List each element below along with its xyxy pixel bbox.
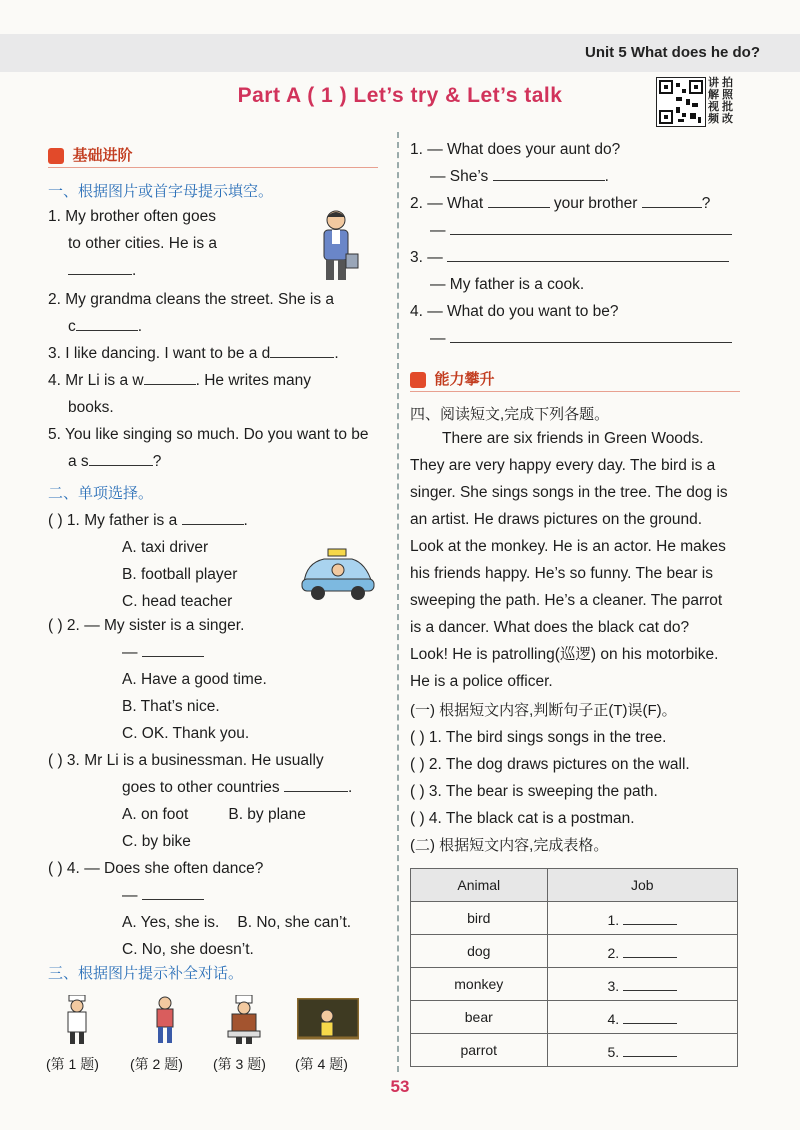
- q2-4-option-b[interactable]: B. No, she can’t.: [237, 914, 352, 931]
- tf-heading: (一) 根据短文内容,判断句子正(T)误(F)。: [410, 702, 677, 719]
- q2-item-3: ( ) 3. Mr Li is a businessman. He usually: [48, 752, 324, 769]
- q3-heading: 三、根据图片提示补全对话。: [48, 965, 244, 982]
- q1-blank-5[interactable]: [89, 449, 153, 466]
- q1-item-5: 5. You like singing so much. Do you want to be: [48, 426, 369, 443]
- q1-list-b: 2. My grandma cleans the street. She is a c . 3. I like dancing. I want to be a d . 4. Mr Li is a w . He writes many books. 5. You like singing so much. Do you want to be a s ?: [48, 286, 388, 475]
- dialog-1-question: 1. — What does your aunt do?: [410, 141, 621, 158]
- section-ability-title: 能力攀升: [434, 371, 495, 388]
- dialog-2-blank-a[interactable]: [488, 191, 550, 208]
- q1-item-1b: to other cities. He is a: [68, 235, 218, 252]
- taxi-picture: [298, 545, 378, 606]
- q3-pic-label-2: (第 2 题): [130, 1056, 183, 1072]
- q2-4-option-a[interactable]: A. Yes, she is.: [122, 914, 220, 931]
- q1-heading: 一、根据图片或首字母提示填空。: [48, 183, 274, 200]
- dialog-2-blank-b[interactable]: [642, 191, 702, 208]
- table-header-job: Job: [547, 869, 737, 902]
- section-ability: [410, 368, 740, 394]
- q3-picture-4: [297, 998, 359, 1047]
- page-number: 53: [390, 1077, 410, 1096]
- dialog-1-blank[interactable]: [493, 164, 605, 181]
- table-header-animal: Animal: [411, 869, 548, 902]
- true-false-section: [410, 697, 750, 859]
- dialog-2-answer[interactable]: [450, 218, 732, 235]
- page-title: Part A ( 1 ) Let’s try & Let’s talk: [237, 84, 563, 107]
- q3-picture-3: [222, 995, 266, 1050]
- q2-3-option-b[interactable]: B. by plane: [228, 806, 306, 823]
- q2-1-option-b[interactable]: B. football player: [122, 566, 238, 583]
- dialog-3-question[interactable]: [447, 245, 729, 262]
- q1-item-1: 1. My brother often goes: [48, 208, 217, 225]
- table-row: dog 2.: [411, 935, 738, 968]
- q2-item-2: ( ) 2. — My sister is a singer.: [48, 617, 245, 634]
- q3-picture-1: [60, 995, 94, 1050]
- q3-picture-2: [150, 995, 180, 1050]
- q1-blank-4[interactable]: [144, 368, 196, 385]
- job-blank-4[interactable]: [623, 1007, 677, 1024]
- job-blank-5[interactable]: [623, 1040, 677, 1057]
- tf-item-4[interactable]: ( ) 4. The black cat is a postman.: [410, 810, 635, 827]
- qr-caption: 讲 拍 解 照 视 批 频 改: [708, 77, 734, 125]
- column-divider: [397, 132, 399, 1072]
- q2-1-option-c[interactable]: C. head teacher: [122, 593, 233, 610]
- q3-pic-label-3: (第 3 题): [213, 1056, 266, 1072]
- job-blank-1[interactable]: [623, 908, 677, 925]
- rocket-icon: [410, 372, 426, 388]
- q2-2-option-b[interactable]: B. That’s nice.: [122, 698, 220, 715]
- table-row: bird 1.: [411, 902, 738, 935]
- q4-heading: 四、阅读短文,完成下列各题。: [410, 406, 610, 423]
- dialog-section: 1. — What does your aunt do? — She’s . 2. — What your brother ? — 3. — — My father is a cook. 4. — What do you want to be? —: [410, 136, 750, 352]
- tf-item-2[interactable]: ( ) 2. The dog draws pictures on the wall.: [410, 756, 690, 773]
- qr-code-icon[interactable]: [656, 77, 706, 127]
- q2-blank-3[interactable]: [284, 775, 348, 792]
- q1-blank-1[interactable]: [68, 258, 132, 275]
- section-basic: [48, 144, 378, 170]
- reading-passage: There are six friends in Green Woods. They are very happy every day. The bird is a singer. She sings songs in the tree. The dog is an artist. He draws pictures on the ground. Look at the monkey. He is an actor. He makes his friends happy. He’s so funny. The bear is sweeping the path. He’s a cleaner. The parrot is a dancer. What does the black cat do? Look! He is patrolling(巡逻) on his motorbike. He is a police officer.: [410, 430, 728, 690]
- q3-pic-label-4: (第 4 题): [295, 1056, 348, 1072]
- job-blank-3[interactable]: [623, 974, 677, 991]
- dialog-4-answer[interactable]: [450, 326, 732, 343]
- table-row: monkey 3.: [411, 968, 738, 1001]
- q2-heading: 二、单项选择。: [48, 485, 154, 502]
- q1-list: 1. My brother often goes to other cities. He is a .: [48, 203, 348, 284]
- table-row: parrot 5.: [411, 1034, 738, 1067]
- dialog-4-question: 4. — What do you want to be?: [410, 303, 619, 320]
- q1-blank-2[interactable]: [76, 314, 138, 331]
- tf-item-1[interactable]: ( ) 1. The bird sings songs in the tree.: [410, 729, 667, 746]
- q2-4-option-c[interactable]: C. No, she doesn’t.: [122, 941, 254, 958]
- section-basic-title: 基础进阶: [72, 147, 133, 164]
- q2-list-b: ( ) 2. — My sister is a singer. — A. Have a good time. B. That’s nice. C. OK. Thank you. ( ) 3. Mr Li is a businessman. He usually goes to other countries . A. on foot B. by plane C. by bike ( ) 4. — Does she often dance? — A. Yes, she is. B. No, she can’t. C. No, she doesn’t.: [48, 612, 393, 963]
- dialog-3-answer: — My father is a cook.: [430, 276, 585, 293]
- q2-3-option-a[interactable]: A. on foot: [122, 806, 189, 823]
- businessman-picture: [312, 208, 362, 289]
- q3-pic-label-1: (第 1 题): [46, 1056, 99, 1072]
- tf-item-3[interactable]: ( ) 3. The bear is sweeping the path.: [410, 783, 658, 800]
- q1-item-2: 2. My grandma cleans the street. She is a: [48, 291, 335, 308]
- q2-1-option-a[interactable]: A. taxi driver: [122, 539, 209, 556]
- q2-2-option-a[interactable]: A. Have a good time.: [122, 671, 267, 688]
- q1-blank-3[interactable]: [270, 341, 334, 358]
- job-table: [410, 868, 738, 1067]
- pencil-icon: [48, 148, 64, 164]
- job-blank-2[interactable]: [623, 941, 677, 958]
- q1-item-4: 4. Mr Li is a w . He writes many: [48, 367, 388, 394]
- q2-blank-4[interactable]: [142, 883, 204, 900]
- q2-item-1: ( ) 1. My father is a .: [48, 507, 393, 534]
- q2-item-4: ( ) 4. — Does she often dance?: [48, 860, 264, 877]
- q2-3-option-c[interactable]: C. by bike: [122, 833, 191, 850]
- table-row: bear 4.: [411, 1001, 738, 1034]
- q2-2-option-c[interactable]: C. OK. Thank you.: [122, 725, 250, 742]
- table-heading: (二) 根据短文内容,完成表格。: [410, 837, 609, 854]
- q1-item-3: 3. I like dancing. I want to be a d .: [48, 340, 388, 367]
- q2-blank-2[interactable]: [142, 640, 204, 657]
- unit-label: Unit 5 What does he do?: [585, 44, 760, 61]
- q2-blank-1[interactable]: [182, 508, 244, 525]
